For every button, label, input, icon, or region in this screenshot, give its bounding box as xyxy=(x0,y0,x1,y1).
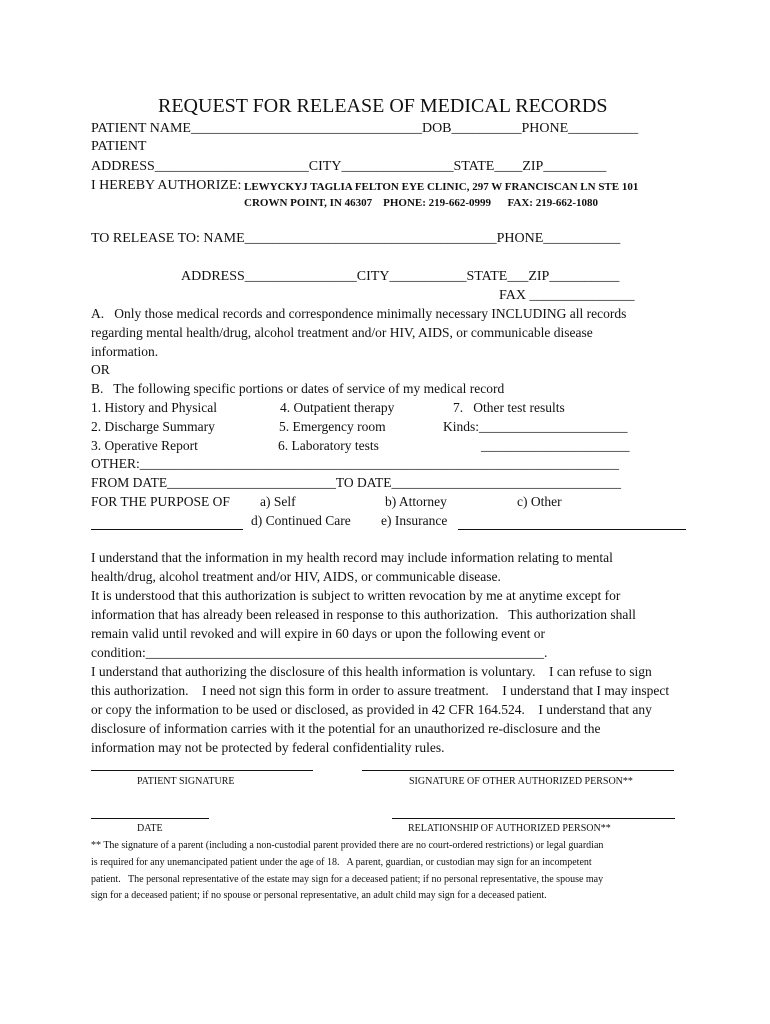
purpose-option-self[interactable]: a) Self xyxy=(260,494,296,509)
clinic-line-2: CROWN POINT, IN 46307 PHONE: 219-662-0999 FAX: 219-662-1080 xyxy=(244,197,599,209)
date-label: DATE xyxy=(137,823,163,834)
page-title: REQUEST FOR RELEASE OF MEDICAL RECORDS xyxy=(158,95,608,117)
footnote-line: patient. The personal representative of the estate may sign for a deceased patient; if no personal representative, the spouse may xyxy=(91,874,604,885)
statement-line: I understand that the information in my health record may include information relating to mental xyxy=(91,550,613,565)
release-to-address-field[interactable]: ADDRESS________________CITY___________STATE___ZIP__________ xyxy=(181,269,620,284)
record-item[interactable]: 4. Outpatient therapy xyxy=(280,400,395,415)
option-b-line-1[interactable]: B. The following specific portions or dates of service of my medical record xyxy=(91,381,505,396)
purpose-label: FOR THE PURPOSE OF xyxy=(91,494,230,509)
record-item[interactable]: 3. Operative Report xyxy=(91,438,198,453)
patient-label: PATIENT xyxy=(91,139,147,154)
kinds-field[interactable]: Kinds:______________________ xyxy=(443,419,628,434)
divider-right xyxy=(458,529,686,530)
record-item[interactable]: 7. Other test results xyxy=(453,400,565,415)
divider-left xyxy=(91,529,243,530)
patient-signature-line[interactable] xyxy=(91,770,313,771)
date-range-field[interactable]: FROM DATE_________________________TO DATE__________________________________ xyxy=(91,475,622,490)
patient-name-field[interactable]: PATIENT NAME_________________________________DOB__________PHONE__________ xyxy=(91,121,639,136)
release-to-name-field[interactable]: TO RELEASE TO: NAME____________________________________PHONE___________ xyxy=(91,231,621,246)
clinic-line-1: LEWYCKYJ TAGLIA FELTON EYE CLINIC, 297 W FRANCISCAN LN STE 101 xyxy=(244,181,639,193)
footnote-line: ** The signature of a parent (including a non-custodial parent provided there are no court-ordered restrictions) or legal guardian xyxy=(91,840,604,851)
patient-address-field[interactable]: ADDRESS______________________CITY________________STATE____ZIP_________ xyxy=(91,159,607,174)
date-line[interactable] xyxy=(91,818,209,819)
kinds-field-continued[interactable]: ______________________ xyxy=(481,438,630,453)
statement-line: health/drug, alcohol treatment and/or HIV, AIDS, or communicable disease. xyxy=(91,569,501,584)
purpose-option-other[interactable]: c) Other xyxy=(517,494,562,509)
record-item[interactable]: 6. Laboratory tests xyxy=(278,438,379,453)
relationship-line[interactable] xyxy=(392,818,675,819)
footnote-line: is required for any unemancipated patient under the age of 18. A parent, guardian, or custodian may sign for an incompetent xyxy=(91,857,592,868)
other-signature-line[interactable] xyxy=(362,770,674,771)
purpose-option-attorney[interactable]: b) Attorney xyxy=(385,494,447,509)
authorize-label: I HEREBY AUTHORIZE: xyxy=(91,178,242,193)
record-item[interactable]: 2. Discharge Summary xyxy=(91,419,215,434)
condition-field[interactable]: condition:___________________________________________________________. xyxy=(91,645,548,660)
record-item[interactable]: 1. History and Physical xyxy=(91,400,217,415)
purpose-option-continued-care[interactable]: d) Continued Care xyxy=(251,513,351,528)
statement-line: It is understood that this authorization is subject to written revocation by me at anytime except for xyxy=(91,588,621,603)
other-field[interactable]: OTHER:_______________________________________________________________________ xyxy=(91,456,619,471)
statement-line: disclosure of information carries with it the potential for an unauthorized re-disclosure and the xyxy=(91,721,601,736)
statement-line: information may not be protected by federal confidentiality rules. xyxy=(91,740,445,755)
option-a-line-1[interactable]: A. Only those medical records and correspondence minimally necessary INCLUDING all records xyxy=(91,306,627,321)
statement-line: or copy the information to be used or disclosed, as provided in 42 CFR 164.524. I understand that any xyxy=(91,702,652,717)
statement-line: I understand that authorizing the disclosure of this health information is voluntary. I can refuse to sign xyxy=(91,664,652,679)
statement-line: this authorization. I need not sign this form in order to assure treatment. I understand that I may inspect xyxy=(91,683,670,698)
statement-line: remain valid until revoked and will expire in 60 days or upon the following event or xyxy=(91,626,546,641)
record-item[interactable]: 5. Emergency room xyxy=(279,419,386,434)
purpose-option-insurance[interactable]: e) Insurance xyxy=(381,513,448,528)
statement-line: information that has already been released in response to this authorization. This authorization shall xyxy=(91,607,636,622)
option-a-line-2: regarding mental health/drug, alcohol treatment and/or HIV, AIDS, or communicable disease xyxy=(91,325,593,340)
footnote-line: sign for a deceased patient; if no spouse or personal representative, an adult child may sign for a deceased patient. xyxy=(91,890,547,901)
or-label: OR xyxy=(91,362,110,377)
other-signature-label: SIGNATURE OF OTHER AUTHORIZED PERSON** xyxy=(409,776,633,787)
option-a-line-3: information. xyxy=(91,344,159,359)
patient-signature-label: PATIENT SIGNATURE xyxy=(137,776,235,787)
release-to-fax-field[interactable]: FAX _______________ xyxy=(499,288,635,303)
relationship-label: RELATIONSHIP OF AUTHORIZED PERSON** xyxy=(408,823,611,834)
